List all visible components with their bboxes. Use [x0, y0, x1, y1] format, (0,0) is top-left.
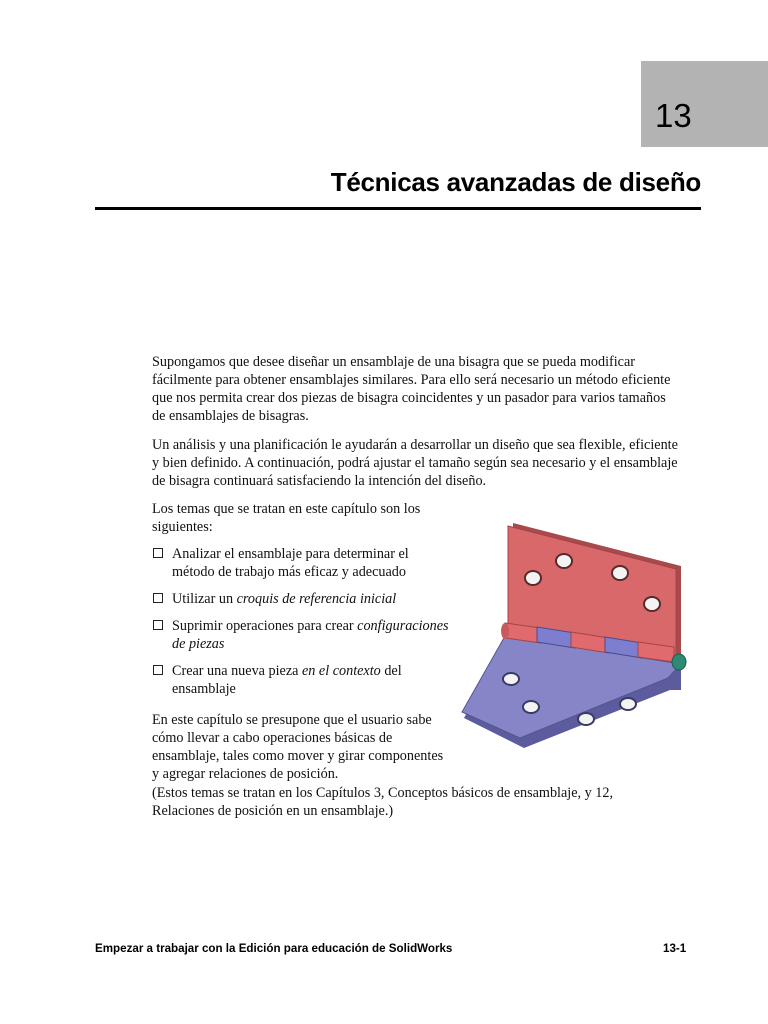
checkbox-bullet-icon — [153, 593, 163, 603]
list-item-emphasis: croquis de referencia inicial — [236, 591, 397, 607]
paragraph-prerequisites: En este capítulo se presupone que el usuario sabe cómo llevar a cabo operaciones básicas de ensamblaje, tales como mover y girar componentes y agregar relaciones de posición. — [152, 712, 444, 782]
hinge-assembly-image — [455, 515, 695, 755]
hole — [525, 571, 541, 585]
paragraph-intro-1: Supongamos que desee diseñar un ensamblaje de una bisagra que se pueda modificar fácilmente para obtener ensamblajes similares. Para ello será necesario un método eficiente que nos permita crear dos piezas de bisagra coincidentes y un pasador para varios tamaños de ensamblajes de bisagras. — [152, 354, 671, 424]
list-item-text: Analizar el ensamblaje para determinar el método de trabajo más eficaz y adecuado — [172, 546, 409, 580]
title-rule — [95, 207, 701, 210]
list-item — [152, 662, 452, 698]
list-item-text: Suprimir operaciones para crear — [172, 618, 358, 634]
list-item-text: Crear una nueva pieza — [172, 663, 302, 679]
knuckle-end — [501, 623, 509, 639]
list-item — [152, 590, 452, 608]
list-item-emphasis: configuraciones de piezas — [172, 618, 449, 652]
checkbox-bullet-icon — [153, 548, 163, 558]
topics-list — [152, 545, 452, 707]
list-item-text: del ensamblaje — [172, 663, 402, 697]
paragraph-references: (Estos temas se tratan en los Capítulos 3, Conceptos básicos de ensamblaje, y 12, Relaciones de posición en un ensamblaje.) — [152, 785, 614, 819]
chapter-number: 13 — [655, 97, 692, 134]
pin-end — [672, 654, 686, 670]
hole — [523, 701, 539, 713]
hole — [620, 698, 636, 710]
paragraph-intro-2: Un análisis y una planificación le ayudarán a desarrollar un diseño que sea flexible, eficiente y bien definido. A continuación, podrá ajustar el tamaño según sea necesario y el ensamblaje de bisagra continuará satisfaciendo la intención del diseño. — [152, 437, 678, 489]
hole — [556, 554, 572, 568]
checkbox-bullet-icon — [153, 620, 163, 630]
hole — [503, 673, 519, 685]
list-item — [152, 617, 452, 653]
hole — [644, 597, 660, 611]
checkbox-bullet-icon — [153, 665, 163, 675]
chapter-title: Técnicas avanzadas de diseño — [330, 167, 701, 197]
list-item-emphasis: en el contexto — [301, 663, 381, 679]
list-item-text: Utilizar un — [172, 591, 237, 607]
list-item — [152, 545, 452, 581]
hole — [578, 713, 594, 725]
footer-book-title: Empezar a trabajar con la Edición para educación de SolidWorks — [95, 942, 453, 955]
footer-page-number: 13-1 — [663, 942, 687, 955]
hole — [612, 566, 628, 580]
topics-intro: Los temas que se tratan en este capítulo son los siguientes: — [152, 501, 421, 535]
